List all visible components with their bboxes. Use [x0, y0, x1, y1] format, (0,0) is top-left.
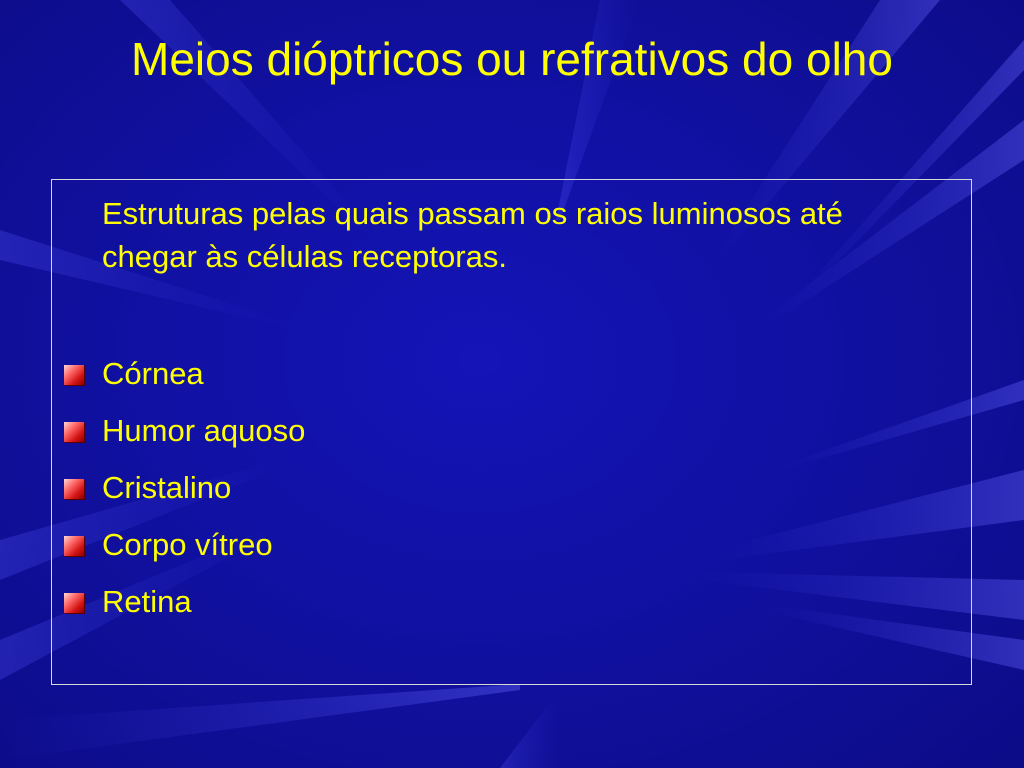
bullet-label: Corpo vítreo: [102, 527, 273, 562]
bullet-label: Retina: [102, 584, 192, 619]
bullet-label: Córnea: [102, 356, 204, 391]
bullet-label: Cristalino: [102, 470, 232, 505]
square-bullet-icon: [64, 422, 84, 442]
content-box: [51, 179, 972, 685]
square-bullet-icon: [64, 593, 84, 613]
bullet-label: Humor aquoso: [102, 413, 306, 448]
square-bullet-icon: [64, 365, 84, 385]
slide-title: Meios dióptricos ou refrativos do olho: [131, 33, 893, 85]
square-bullet-icon: [64, 479, 84, 499]
square-bullet-icon: [64, 536, 84, 556]
intro-text: Estruturas pelas quais passam os raios luminosos até chegar às células receptoras.: [102, 196, 843, 274]
